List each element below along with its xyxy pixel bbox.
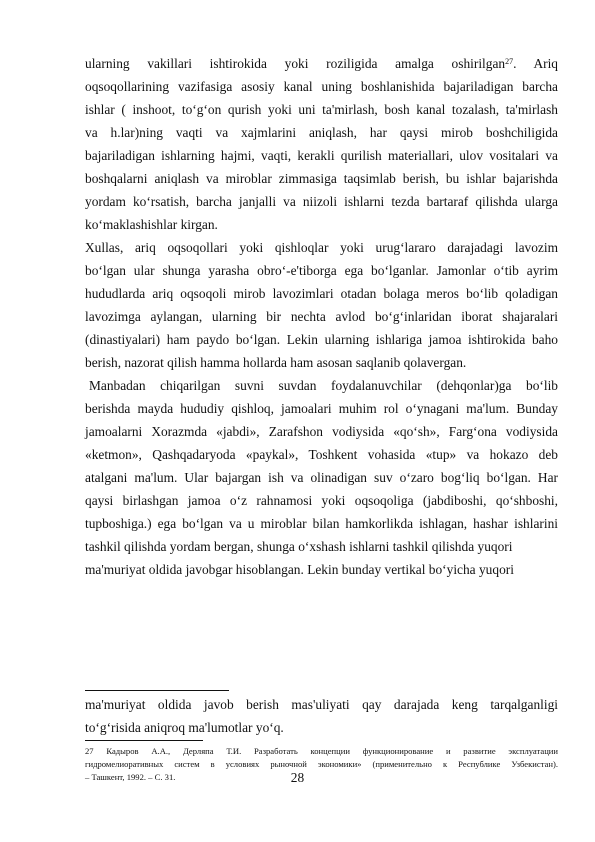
text-line: boshqalarni aniqlash va miroblar zimmasiga taqsimlab berish, bu ishlar bajarishda bbox=[85, 171, 558, 186]
text-line: tupboshiga.) ega bo‘lgan va u miroblar bilan hamkorlikda ishlagan, hashar ishlarini bbox=[85, 516, 558, 531]
footnote-reference[interactable]: 27 bbox=[505, 57, 514, 66]
text-line: hududlarda ariq oqsoqoli mirob lavozimlari otadan bolaga meros bo‘lib qoladigan bbox=[85, 286, 558, 301]
text-line: yordam ko‘rsatish, barcha janjalli va niizoli ishlarni tezda bartaraf qilishda ularga bbox=[85, 194, 558, 209]
text-line: bajariladigan ishlarning hajmi, vaqti, kerakli qurilish materiallari, ulov vositalari va bbox=[85, 148, 558, 163]
text-line-tail: . Ariq bbox=[513, 56, 558, 71]
text-line: to‘g‘risida aniqroq ma'lumotlar yo‘q. bbox=[85, 720, 284, 735]
text-line: lavozimga aylangan, ularning bir nechta avlod bo‘g‘inlaridan iborat shajaralari bbox=[85, 309, 558, 324]
text-line: berish, nazorat qilish hamma hollarda ham asosan saqlanib qolavergan. bbox=[85, 355, 467, 370]
footnote-line: – Ташкент, 1992. – С. 31. bbox=[85, 772, 176, 782]
footnote-line: гидромелиоративных систем в условиях рыночной экономики» (применительно к Республике Узбекистан). bbox=[85, 759, 558, 769]
text-line: tashkil qilishda yordam bergan, shunga o‘xshash ishlarni tashkil qilishda yuqori bbox=[85, 539, 513, 554]
text-line: oqsoqollarining vazifasiga asosiy kanal uning boshlanishida bajariladigan barcha bbox=[85, 79, 558, 94]
text-line: Xullas, ariq oqsoqollari yoki qishloqlar yoki urug‘lararo darajadagi lavozim bbox=[85, 240, 558, 255]
text-line: (dinastiyalari) ham paydo bo‘lgan. Lekin ularning ishlariga jamoa ishtirokida baho bbox=[85, 332, 558, 347]
text-line: Manbadan chiqarilgan suvni suvdan foydalanuvchilar (dehqonlar)ga bo‘lib bbox=[89, 378, 558, 393]
main-text-block bbox=[85, 52, 558, 581]
text-line bbox=[85, 52, 558, 75]
page-number: 28 bbox=[290, 770, 305, 785]
text-line: ko‘maklashishlar kirgan. bbox=[85, 217, 218, 232]
text-line: ma'muriyat oldida javobgar hisoblangan. Lekin bunday vertikal bo‘yicha yuqori bbox=[85, 562, 514, 577]
footnote-separator bbox=[85, 740, 203, 741]
text-line: qaysi birlashgan jamoa o‘z rahnamosi yoki oqsoqoliga (jabdiboshi, qo‘shboshi, bbox=[85, 493, 558, 508]
divider-line bbox=[85, 690, 229, 691]
text-line: berishda mayda hududiy qishloq, jamoalari muhim rol o‘ynagani ma'lum. Bunday bbox=[85, 401, 558, 416]
text-line-content: ularning vakillari ishtirokida yoki roziligida amalga oshirilgan bbox=[85, 56, 506, 71]
text-line: bo‘lgan ular shunga yarasha obro‘-e'tiborga ega bo‘lganlar. Jamonlar o‘tib ayrim bbox=[85, 263, 558, 278]
text-line: atalgani ma'lum. Ular bajargan ish va olinadigan suv o‘zaro bog‘liq bo‘lgan. Har bbox=[85, 470, 558, 485]
text-line: va h.lar)ning vaqti va xajmlarini aniqlash, har qaysi mirob boshchiligida bbox=[85, 125, 558, 140]
text-line: ishlar ( inshoot, to‘g‘on qurish yoki uni ta'mirlash, bosh kanal tozalash, ta'mirlash bbox=[85, 102, 558, 117]
text-line: «ketmon», Qashqadaryoda «paykal», Toshkent vohasida «tup» va hokazo deb bbox=[85, 447, 558, 462]
text-line: ma'muriyat oldida javob berish mas'uliyati qay darajada keng tarqalganligi bbox=[85, 697, 558, 712]
footnote-line: 27 Кадыров А.А., Дерляпа Т.И. Разработать концепции функционирование и развитие эксплуатации bbox=[85, 746, 558, 756]
continued-text-block bbox=[85, 693, 558, 739]
text-line: jamoalarni Xorazmda «jabdi», Zarafshon vodiysida «qo‘sh», Farg‘ona vodiysida bbox=[85, 424, 558, 439]
